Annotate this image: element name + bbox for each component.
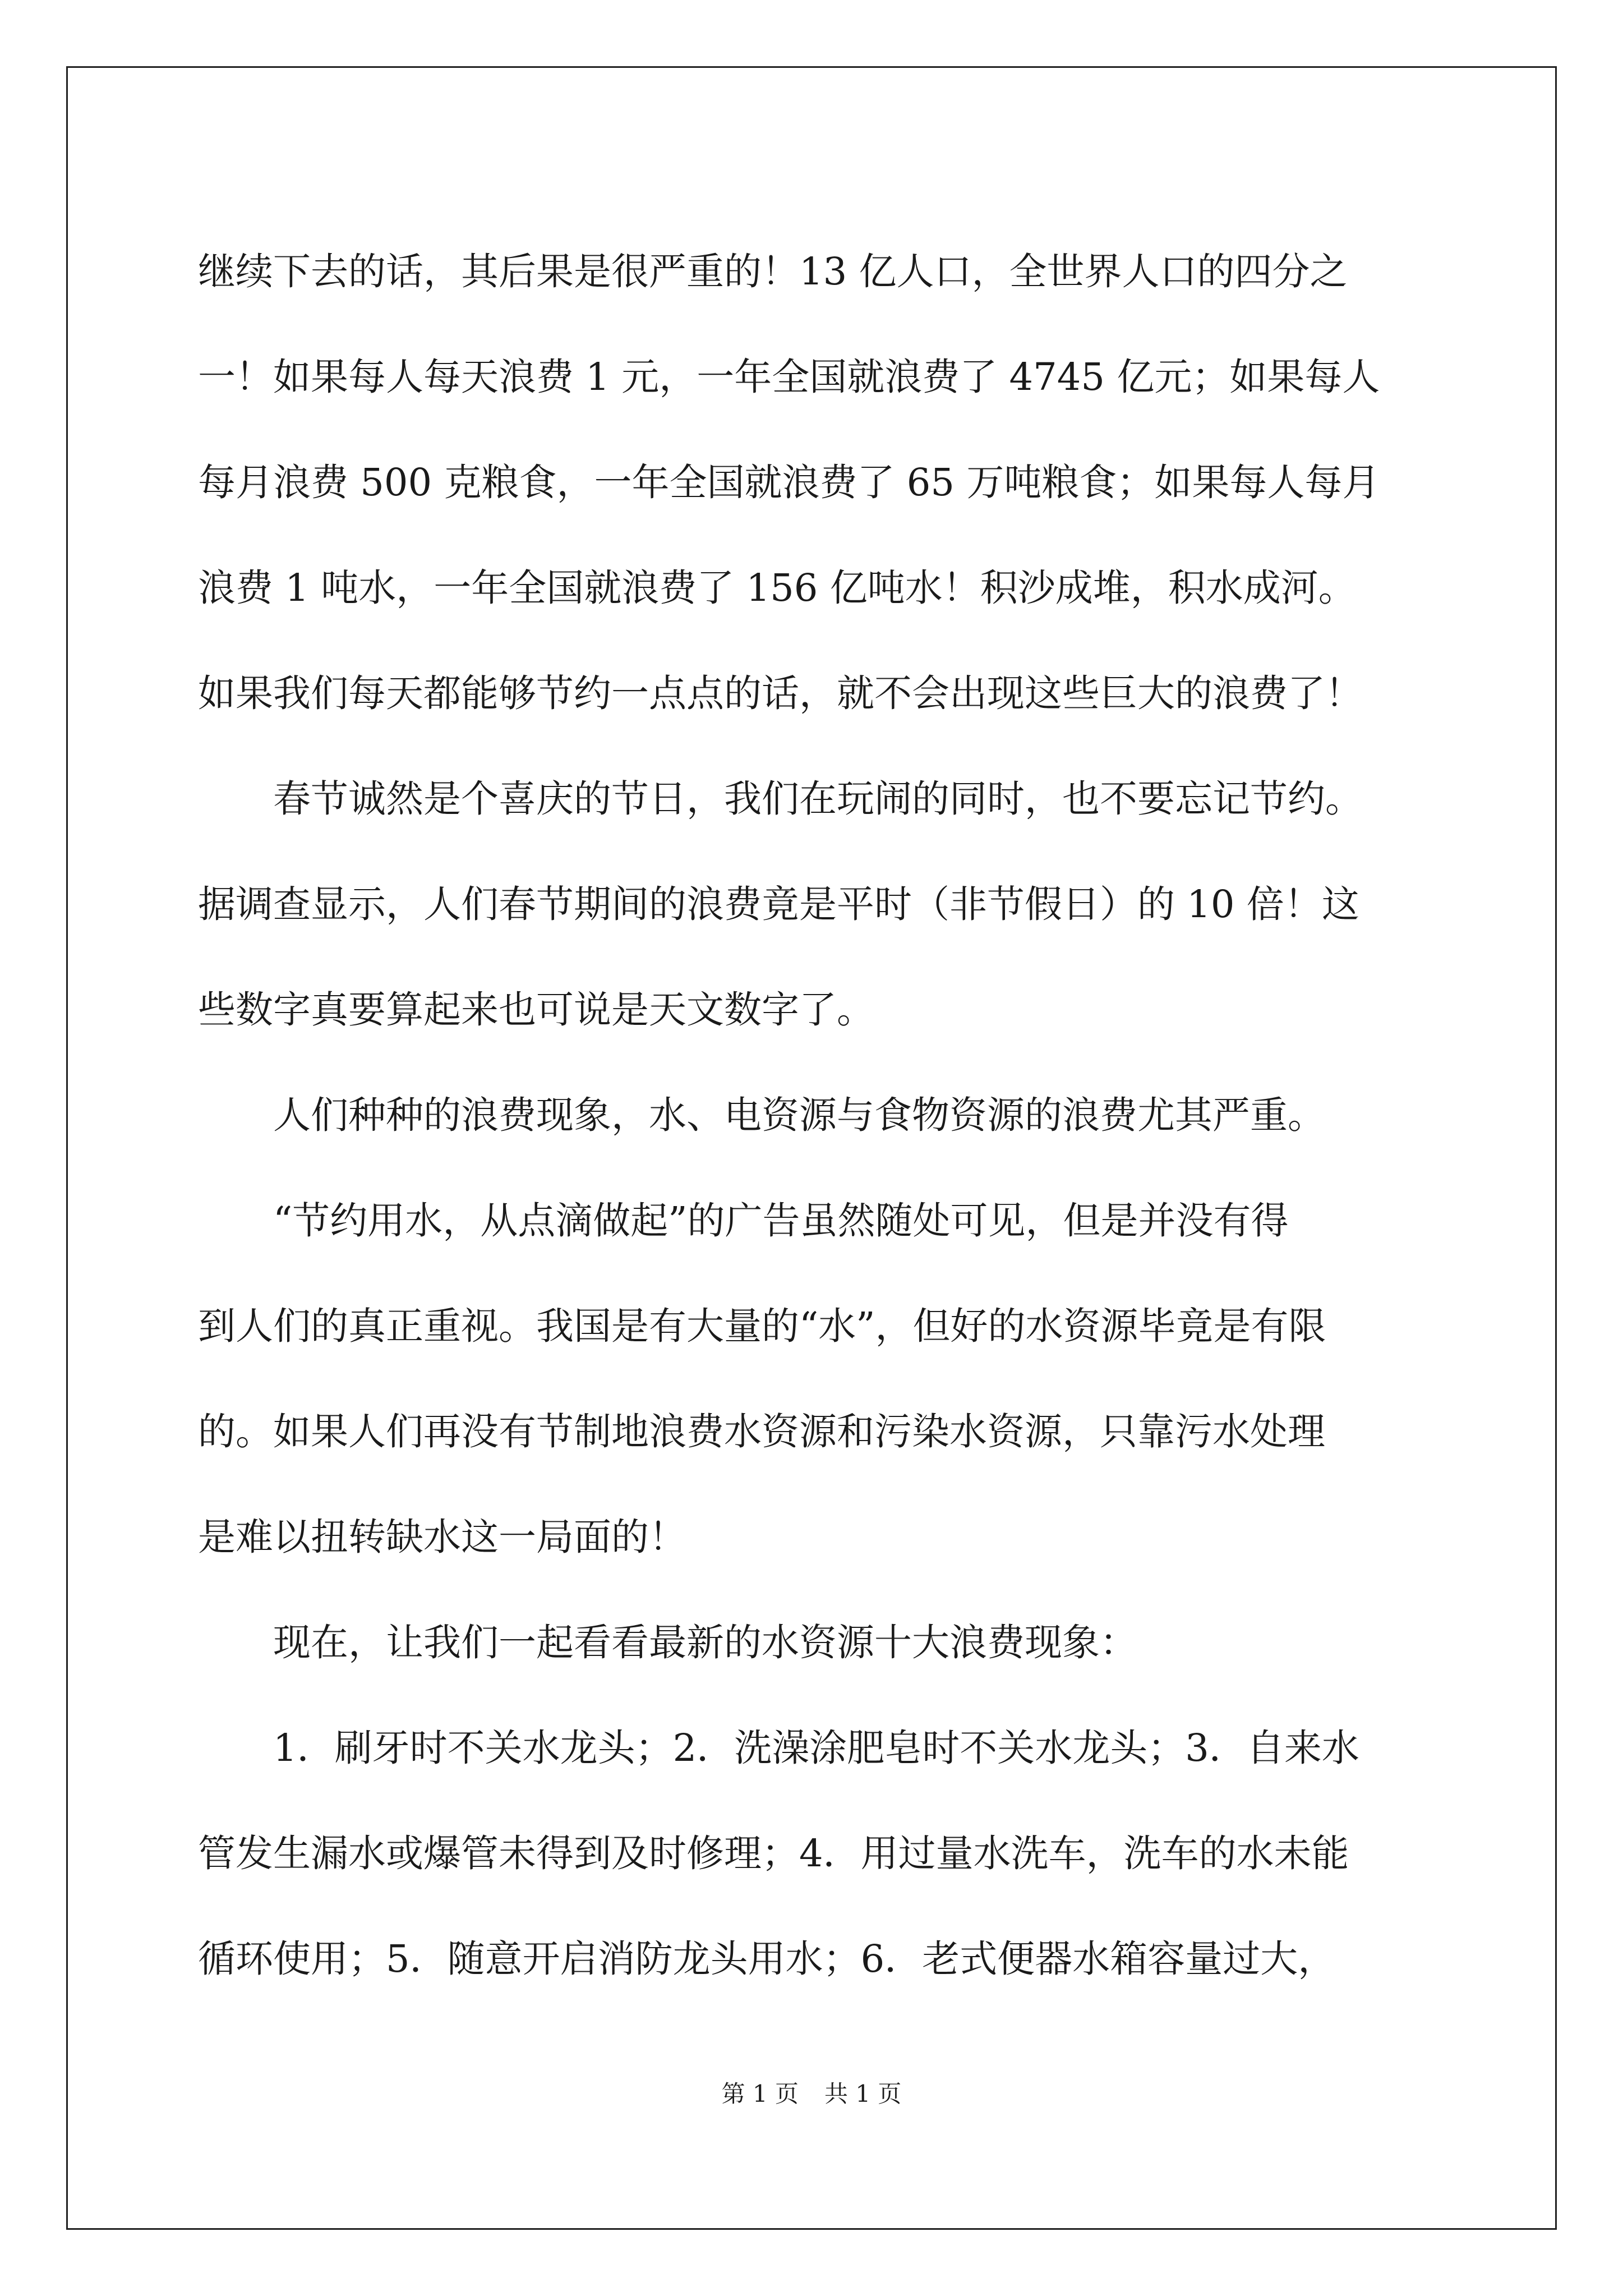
- document-body: [198, 219, 1426, 2012]
- paragraph-start-line: 现在，让我们一起看看最新的水资源十大浪费现象：: [198, 1621, 1137, 1664]
- text-line: 浪费 1 吨水，一年全国就浪费了 156 亿吨水！积沙成堆，积水成河。: [198, 566, 1356, 610]
- text-line: 循环使用；5．随意开启消防龙头用水；6．老式便器水箱容量过大，: [198, 1937, 1336, 1981]
- text-line: 的。如果人们再没有节制地浪费水资源和污染水资源，只靠污水处理: [198, 1410, 1325, 1453]
- paragraph-start-line: 春节诚然是个喜庆的节日，我们在玩闹的同时，也不要忘记节约。: [198, 777, 1363, 821]
- text-line: 如果我们每天都能够节约一点点的话，就不会出现这些巨大的浪费了！: [198, 671, 1363, 715]
- page-number: 第 1 页: [721, 2080, 799, 2108]
- paragraph-start-line: 1．刷牙时不关水龙头；2．洗澡涂肥皂时不关水龙头；3．自来水: [198, 1726, 1359, 1770]
- paragraph-start-line: 人们种种的浪费现象，水、电资源与食物资源的浪费尤其严重。: [198, 1093, 1325, 1137]
- page-total: 共 1 页: [824, 2080, 902, 2108]
- text-line: 管发生漏水或爆管未得到及时修理；4．用过量水洗车，洗车的水未能: [198, 1832, 1349, 1875]
- text-line: 每月浪费 500 克粮食，一年全国就浪费了 65 万吨粮食；如果每人每月: [198, 461, 1380, 504]
- text-line: 到人们的真正重视。我国是有大量的“水”，但好的水资源毕竟是有限: [198, 1304, 1326, 1348]
- text-line: 一！如果每人每天浪费 1 元，一年全国就浪费了 4745 亿元；如果每人: [198, 355, 1380, 399]
- text-line: 些数字真要算起来也可说是天文数字了。: [198, 988, 874, 1032]
- text-line: 是难以扭转缺水这一局面的！: [198, 1515, 686, 1559]
- text-line: 继续下去的话，其后果是很严重的！13 亿人口，全世界人口的四分之: [198, 250, 1348, 293]
- text-line: 据调查显示，人们春节期间的浪费竟是平时（非节假日）的 10 倍！这: [198, 882, 1359, 926]
- page-footer: [0, 2077, 1623, 2111]
- paragraph-start-line: “节约用水，从点滴做起”的广告虽然随处可见，但是并没有得: [198, 1199, 1289, 1243]
